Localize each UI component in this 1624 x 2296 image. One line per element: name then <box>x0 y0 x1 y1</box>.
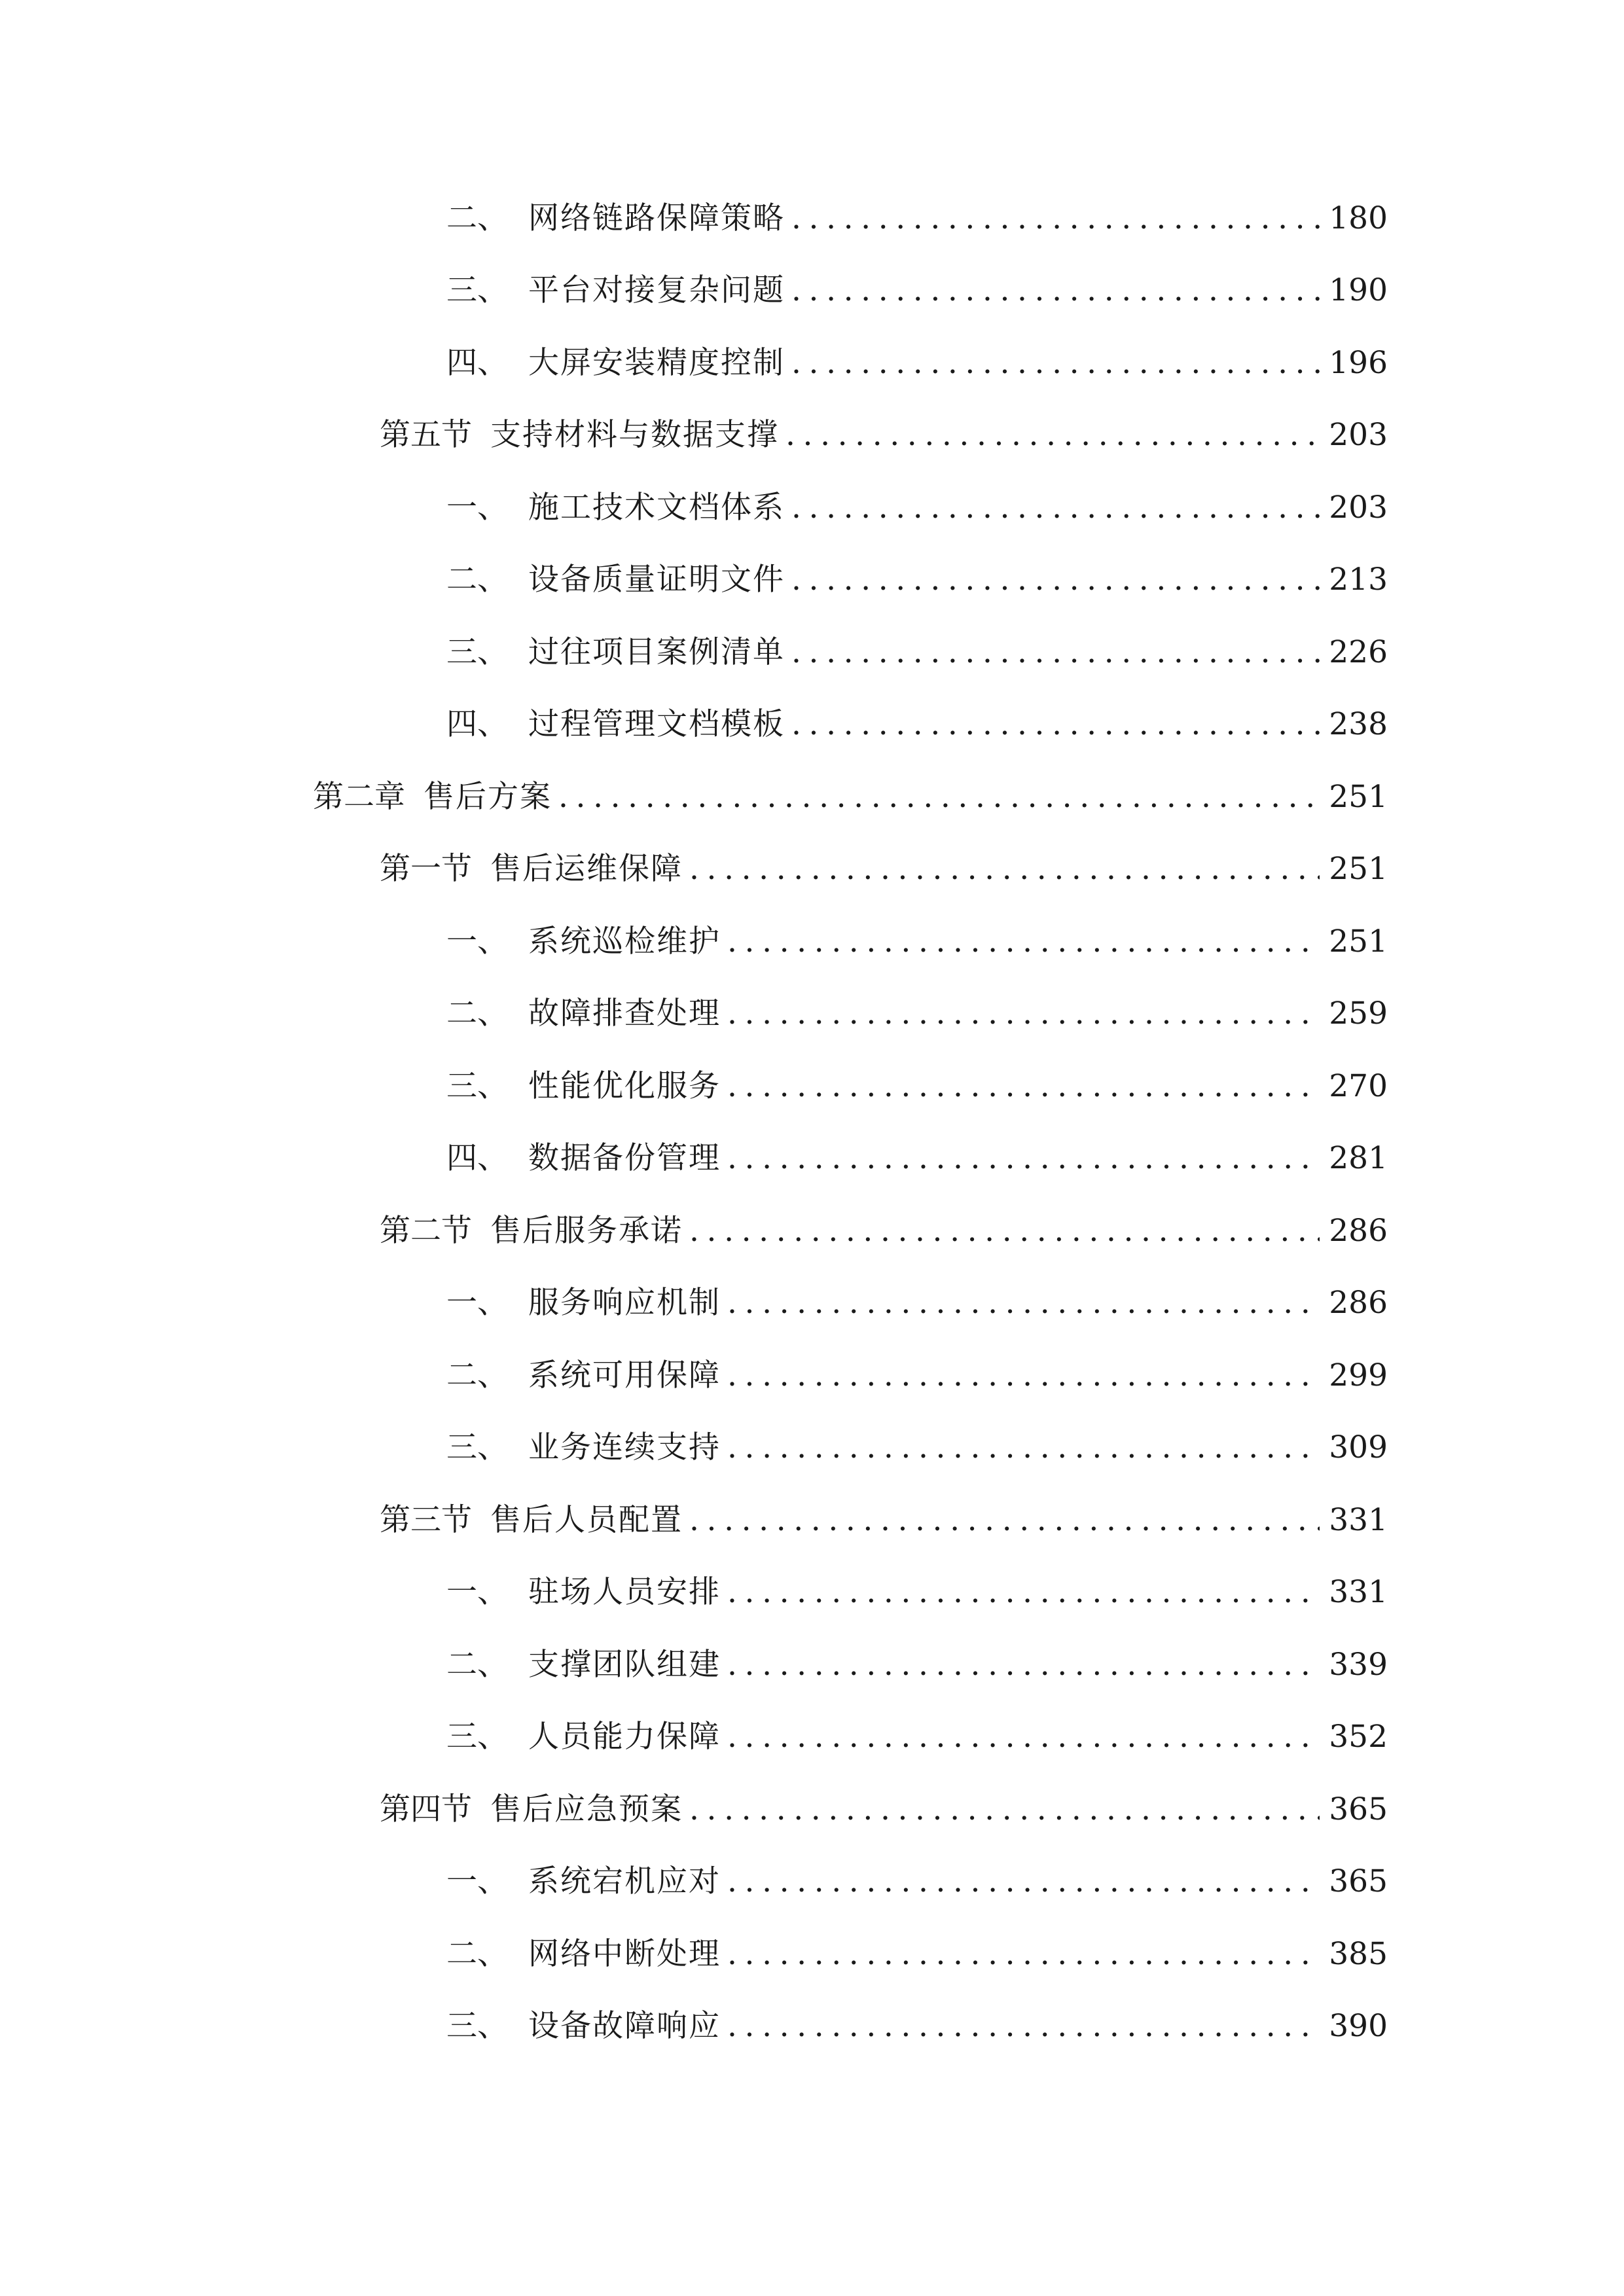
entry-title: 过程管理文档模板 <box>528 706 785 742</box>
entry-marker: 三、 <box>446 1068 508 1104</box>
entry-page-number: 190 <box>1329 272 1388 308</box>
dot-leader <box>727 916 1320 968</box>
entry-title: 支持材料与数据支撑 <box>490 417 779 453</box>
entry-marker: 三、 <box>446 1429 508 1465</box>
entry-marker: 二、 <box>446 996 508 1031</box>
dot-leader <box>785 409 1320 461</box>
entry-title: 人员能力保障 <box>528 1719 721 1755</box>
entry-marker: 二、 <box>446 1936 508 1972</box>
entry-title: 过往项目案例清单 <box>528 634 785 670</box>
entry-title: 网络中断处理 <box>528 1936 721 1972</box>
entry-title: 性能优化服务 <box>528 1068 721 1104</box>
entry-title: 大屏安装精度控制 <box>528 345 785 381</box>
entry-marker: 一、 <box>446 1285 508 1321</box>
dot-leader <box>689 843 1320 895</box>
dot-leader <box>727 1422 1320 1474</box>
entry-title: 平台对接复杂问题 <box>528 272 785 308</box>
entry-marker: 三、 <box>446 2008 508 2044</box>
entry-marker: 三、 <box>446 272 508 308</box>
entry-page-number: 251 <box>1329 779 1388 815</box>
entry-title: 系统可用保障 <box>528 1357 721 1393</box>
entry-marker: 第二节 <box>380 1213 472 1249</box>
entry-page-number: 226 <box>1329 634 1388 670</box>
dot-leader <box>791 192 1320 245</box>
entry-page-number: 270 <box>1329 1068 1388 1104</box>
entry-marker: 三、 <box>446 634 508 670</box>
entry-marker: 第五节 <box>380 417 472 453</box>
entry-page-number: 203 <box>1329 417 1388 453</box>
entry-title: 网络链路保障策略 <box>528 200 785 236</box>
entry-marker: 一、 <box>446 490 508 526</box>
entry-title: 设备质量证明文件 <box>528 562 785 598</box>
dot-leader <box>727 988 1320 1040</box>
entry-page-number: 238 <box>1329 706 1388 742</box>
dot-leader <box>727 2000 1320 2053</box>
entry-title: 系统巡检维护 <box>528 924 721 960</box>
entry-marker: 三、 <box>446 1719 508 1755</box>
toc-entry[interactable] <box>446 264 1388 317</box>
toc-entry[interactable] <box>446 192 1388 245</box>
toc-entry[interactable] <box>446 1132 1388 1185</box>
entry-page-number: 203 <box>1329 490 1388 526</box>
toc-entry[interactable] <box>446 1639 1388 1691</box>
toc-entry[interactable] <box>446 337 1388 389</box>
entry-page-number: 390 <box>1329 2008 1388 2044</box>
dot-leader <box>791 554 1320 606</box>
entry-marker: 二、 <box>446 200 508 236</box>
entry-title: 售后服务承诺 <box>490 1213 683 1249</box>
entry-title: 支撑团队组建 <box>528 1647 721 1683</box>
toc-entry[interactable] <box>446 1928 1388 1981</box>
entry-page-number: 331 <box>1329 1502 1388 1538</box>
entry-page-number: 251 <box>1329 924 1388 960</box>
dot-leader <box>727 1711 1320 1763</box>
entry-marker: 一、 <box>446 924 508 960</box>
toc-entry[interactable] <box>446 988 1388 1040</box>
toc-entry[interactable] <box>446 916 1388 968</box>
dot-leader <box>791 698 1320 751</box>
dot-leader <box>727 1928 1320 1981</box>
entry-page-number: 259 <box>1329 996 1388 1031</box>
entry-title: 设备故障响应 <box>528 2008 721 2044</box>
entry-marker: 四、 <box>446 345 508 381</box>
dot-leader <box>727 1856 1320 1908</box>
entry-page-number: 286 <box>1329 1285 1388 1321</box>
entry-marker: 四、 <box>446 1140 508 1176</box>
entry-title: 售后运维保障 <box>490 851 683 887</box>
entry-page-number: 339 <box>1329 1647 1388 1683</box>
toc-entry[interactable] <box>446 2000 1388 2053</box>
toc-entry[interactable] <box>446 554 1388 606</box>
entry-page-number: 331 <box>1329 1574 1388 1610</box>
toc-entry[interactable] <box>446 482 1388 534</box>
entry-title: 售后方案 <box>424 779 552 815</box>
entry-title: 售后应急预案 <box>490 1791 683 1827</box>
entry-marker: 二、 <box>446 562 508 598</box>
dot-leader <box>727 1350 1320 1402</box>
dot-leader <box>689 1205 1320 1257</box>
toc-entry[interactable] <box>380 1205 1388 1257</box>
toc-entry[interactable] <box>446 626 1388 679</box>
entry-marker: 二、 <box>446 1647 508 1683</box>
entry-marker: 第一节 <box>380 851 472 887</box>
entry-page-number: 251 <box>1329 851 1388 887</box>
entry-title: 施工技术文档体系 <box>528 490 785 526</box>
dot-leader <box>791 264 1320 317</box>
dot-leader <box>689 1784 1320 1836</box>
entry-title: 业务连续支持 <box>528 1429 721 1465</box>
toc-entry[interactable] <box>313 771 1388 823</box>
entry-page-number: 180 <box>1329 200 1388 236</box>
entry-title: 故障排查处理 <box>528 996 721 1031</box>
toc-entry[interactable] <box>446 1277 1388 1329</box>
toc-entry[interactable] <box>446 698 1388 751</box>
entry-page-number: 309 <box>1329 1429 1388 1465</box>
dot-leader <box>689 1494 1320 1547</box>
entry-marker: 四、 <box>446 706 508 742</box>
entry-page-number: 281 <box>1329 1140 1388 1176</box>
entry-marker: 二、 <box>446 1357 508 1393</box>
dot-leader <box>727 1132 1320 1185</box>
toc-entry[interactable] <box>446 1060 1388 1113</box>
toc-entry[interactable] <box>446 1422 1388 1474</box>
entry-title: 服务响应机制 <box>528 1285 721 1321</box>
toc-entry[interactable] <box>446 1856 1388 1908</box>
toc-entry[interactable] <box>446 1566 1388 1619</box>
entry-title: 数据备份管理 <box>528 1140 721 1176</box>
entry-page-number: 385 <box>1329 1936 1388 1972</box>
entry-marker: 第四节 <box>380 1791 472 1827</box>
dot-leader <box>727 1639 1320 1691</box>
entry-marker: 第二章 <box>313 779 405 815</box>
entry-page-number: 365 <box>1329 1863 1388 1899</box>
entry-title: 驻场人员安排 <box>528 1574 721 1610</box>
entry-marker: 一、 <box>446 1863 508 1899</box>
entry-page-number: 299 <box>1329 1357 1388 1393</box>
toc-entry[interactable] <box>380 1784 1388 1836</box>
dot-leader <box>727 1277 1320 1329</box>
dot-leader <box>791 482 1320 534</box>
dot-leader <box>791 337 1320 389</box>
dot-leader <box>727 1060 1320 1113</box>
toc-entry[interactable] <box>380 409 1388 461</box>
toc-entry[interactable] <box>380 843 1388 895</box>
dot-leader <box>727 1566 1320 1619</box>
dot-leader <box>791 626 1320 679</box>
entry-marker: 一、 <box>446 1574 508 1610</box>
entry-page-number: 352 <box>1329 1719 1388 1755</box>
entry-page-number: 196 <box>1329 345 1388 381</box>
entry-title: 售后人员配置 <box>490 1502 683 1538</box>
entry-page-number: 286 <box>1329 1213 1388 1249</box>
toc-entry[interactable] <box>446 1350 1388 1402</box>
entry-marker: 第三节 <box>380 1502 472 1538</box>
dot-leader <box>558 771 1320 823</box>
toc-entry[interactable] <box>446 1711 1388 1763</box>
entry-title: 系统宕机应对 <box>528 1863 721 1899</box>
toc-entry[interactable] <box>380 1494 1388 1547</box>
entry-page-number: 365 <box>1329 1791 1388 1827</box>
entry-page-number: 213 <box>1329 562 1388 598</box>
